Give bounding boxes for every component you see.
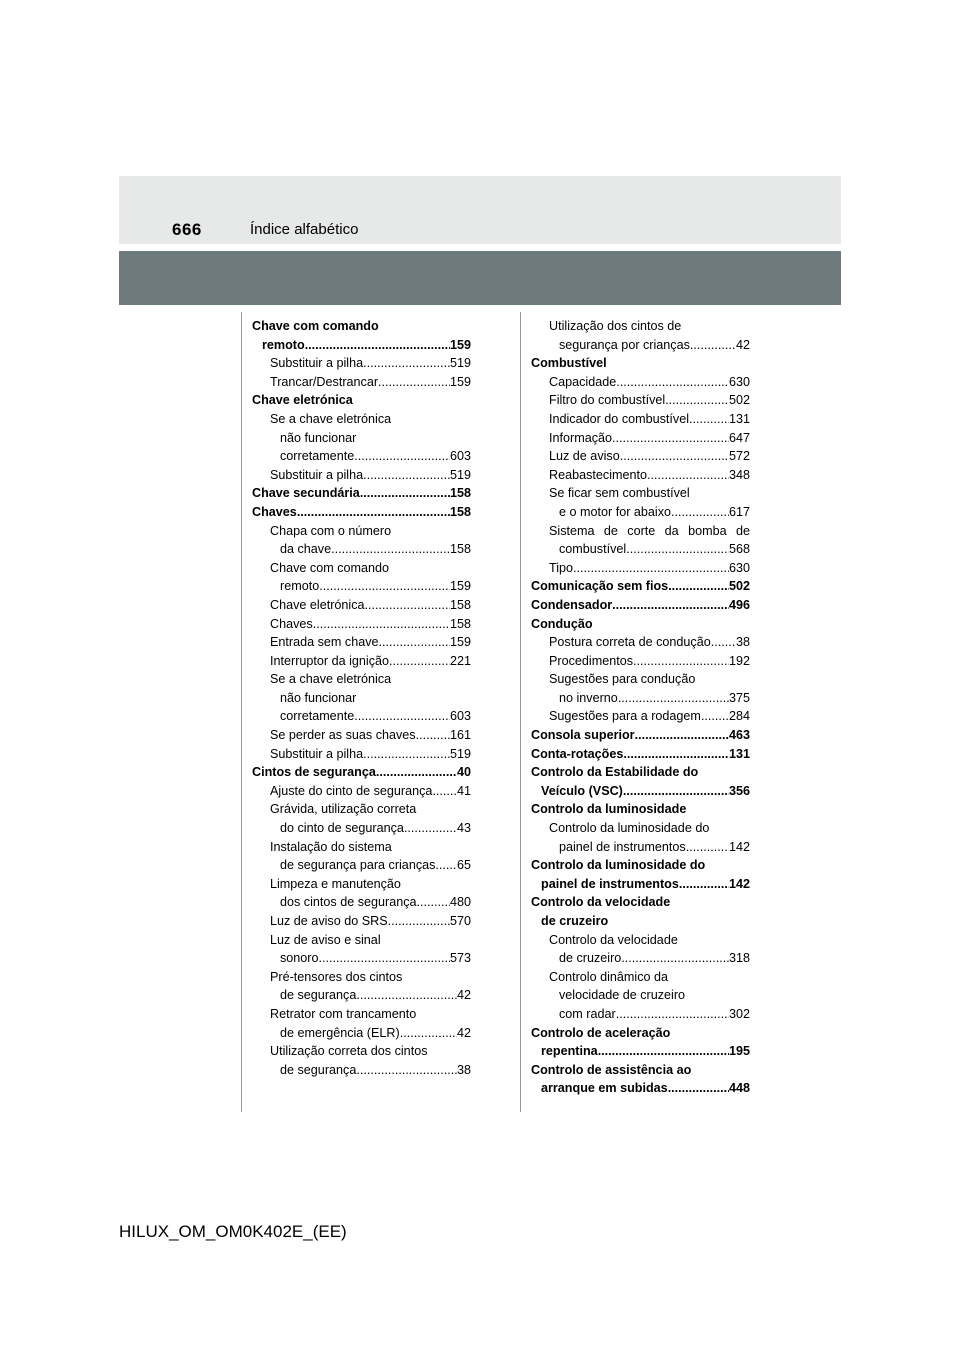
index-entry-text: Retrator com trancamento	[270, 1006, 417, 1021]
index-entry-text: Chave eletrónica	[252, 393, 353, 408]
index-entry	[252, 559, 471, 578]
index-entry	[252, 838, 471, 857]
index-entry-text: de segurança	[280, 988, 357, 1003]
dot-leader	[356, 986, 457, 1005]
index-entry	[531, 577, 750, 596]
index-entry-page: 42	[456, 988, 471, 1003]
dot-leader	[363, 354, 450, 373]
index-entry-text: Controlo da velocidade	[531, 895, 671, 910]
index-entry-text: Informação	[549, 430, 612, 445]
index-entry	[252, 670, 471, 689]
index-entry-text: e o motor for abaixo	[559, 504, 672, 519]
index-entry-text: Chaves	[270, 616, 313, 631]
index-entry	[252, 986, 471, 1005]
dot-leader	[623, 782, 729, 801]
index-entry-page: 519	[449, 467, 471, 482]
index-entry	[531, 1061, 750, 1080]
index-entry	[252, 540, 471, 559]
dot-leader	[686, 838, 729, 857]
index-entry-text: Utilização correta dos cintos	[270, 1044, 428, 1059]
index-entry	[252, 968, 471, 987]
index-entry-text: Pré-tensores dos cintos	[270, 969, 403, 984]
index-entry	[252, 336, 471, 355]
index-entry-page: 448	[728, 1081, 750, 1096]
index-entry	[252, 856, 471, 875]
index-entry	[252, 577, 471, 596]
index-entry-text: Limpeza e manutenção	[270, 876, 401, 891]
index-entry-text: Postura correta de condução	[549, 635, 711, 650]
index-entry-text: Controlo dinâmico da	[549, 969, 669, 984]
index-entry	[252, 633, 471, 652]
dot-leader	[612, 429, 729, 448]
index-entry	[531, 689, 750, 708]
index-entry-text: Substituir a pilha	[270, 467, 364, 482]
index-entry	[531, 800, 750, 819]
index-entry-page: 480	[449, 895, 471, 910]
dot-leader	[313, 615, 450, 634]
index-entry	[531, 373, 750, 392]
index-entry-page: 158	[449, 504, 471, 519]
index-entry	[531, 912, 750, 931]
column-divider-middle	[520, 312, 521, 1112]
index-entry-text: Controlo da velocidade	[549, 932, 678, 947]
index-entry-text: corretamente	[280, 449, 355, 464]
index-entry-page: 131	[728, 746, 750, 761]
index-entry-text: Chaves	[252, 504, 297, 519]
index-entry	[252, 745, 471, 764]
index-entry	[531, 466, 750, 485]
index-entry-page: 158	[449, 542, 471, 557]
dot-leader	[319, 577, 450, 596]
index-entry-page: 573	[449, 951, 471, 966]
index-entry-page: 42	[456, 1025, 471, 1040]
dot-leader	[378, 373, 450, 392]
index-entry-text: segurança por crianças	[559, 337, 690, 352]
index-entry-page: 161	[449, 728, 471, 743]
index-entry-text: Ajuste do cinto de segurança	[270, 783, 433, 798]
index-entry-text: de cruzeiro	[559, 951, 622, 966]
index-entry-text: Comunicação sem fios	[531, 579, 669, 594]
index-entry	[252, 373, 471, 392]
dot-leader	[690, 336, 736, 355]
index-entry-text: Controlo da luminosidade do	[531, 858, 706, 873]
index-entry-text: Substituir a pilha	[270, 746, 364, 761]
index-column-left	[252, 317, 471, 1079]
index-entry	[531, 1079, 750, 1098]
index-entry	[252, 354, 471, 373]
dot-leader	[319, 949, 450, 968]
index-entry-page: 40	[456, 765, 471, 780]
dot-leader	[363, 466, 450, 485]
dot-leader	[435, 856, 457, 875]
index-entry-text: da chave	[280, 542, 332, 557]
index-entry	[531, 522, 750, 541]
dot-leader	[598, 1042, 729, 1061]
dot-leader	[400, 1024, 457, 1043]
index-entry-text: dos cintos de segurança	[280, 895, 417, 910]
index-entry-page: 158	[449, 486, 471, 501]
index-entry-text: Grávida, utilização correta	[270, 802, 417, 817]
index-entry-text: Filtro do combustível	[549, 393, 666, 408]
index-entry-text: Controlo da luminosidade	[531, 802, 687, 817]
dot-leader	[573, 559, 729, 578]
index-entry-page: 159	[449, 337, 471, 352]
index-entry-text: Reabastecimento	[549, 467, 648, 482]
dot-leader	[671, 503, 729, 522]
index-entry-text: Se ficar sem combustível	[549, 486, 690, 501]
index-entry	[252, 391, 471, 410]
dot-leader	[376, 763, 457, 782]
dot-leader	[679, 875, 729, 894]
index-entry-text: Condução	[531, 616, 593, 631]
index-entry	[252, 466, 471, 485]
index-entry	[252, 893, 471, 912]
index-entry-text: Se a chave eletrónica	[270, 672, 392, 687]
index-entry-page: 463	[728, 728, 750, 743]
index-entry-text: não funcionar	[280, 430, 357, 445]
dot-leader	[389, 652, 450, 671]
index-entry-page: 502	[728, 579, 750, 594]
index-entry-text: painel de instrumentos	[559, 839, 686, 854]
index-entry-page: 38	[735, 635, 750, 650]
index-entry	[531, 856, 750, 875]
dot-leader	[635, 726, 729, 745]
index-entry	[531, 354, 750, 373]
dot-leader	[633, 652, 729, 671]
index-entry	[252, 503, 471, 522]
index-entry	[531, 893, 750, 912]
index-entry-text: Substituir a pilha	[270, 356, 364, 371]
index-entry-text: arranque em subidas	[541, 1081, 668, 1096]
dot-leader	[665, 391, 729, 410]
dot-leader	[305, 336, 450, 355]
index-entry	[252, 800, 471, 819]
index-entry	[531, 391, 750, 410]
index-entry-text: remoto	[280, 579, 320, 594]
index-entry-text: de segurança para crianças	[280, 858, 436, 873]
dot-leader	[668, 577, 729, 596]
index-entry-page: 284	[728, 709, 750, 724]
index-entry	[531, 875, 750, 894]
column-divider-left	[241, 312, 242, 1112]
index-column-right	[531, 317, 750, 1098]
index-entry-page: 159	[449, 579, 471, 594]
index-entry-text: painel de instrumentos	[541, 876, 679, 891]
dot-leader	[432, 782, 457, 801]
index-entry-text: Controlo de aceleração	[531, 1025, 671, 1040]
index-entry-text: remoto	[262, 337, 305, 352]
index-entry-page: 192	[728, 653, 750, 668]
index-entry-text: Entrada sem chave	[270, 635, 379, 650]
index-entry-page: 142	[728, 839, 750, 854]
index-entry	[252, 596, 471, 615]
document-code: HILUX_OM_OM0K402E_(EE)	[119, 1222, 347, 1241]
index-entry-page: 158	[449, 597, 471, 612]
index-entry-text: Se perder as suas chaves	[270, 728, 416, 743]
index-entry	[252, 447, 471, 466]
index-entry-text: de cruzeiro	[541, 914, 609, 928]
index-entry-text: Utilização dos cintos de	[549, 319, 682, 333]
index-entry	[531, 484, 750, 503]
index-entry-text: Chave com comando	[252, 319, 379, 333]
index-entry-page: 348	[728, 467, 750, 482]
index-entry	[531, 949, 750, 968]
index-entry	[531, 429, 750, 448]
index-entry-text: Condensador	[531, 597, 613, 612]
index-entry-text: Indicador do combustível	[549, 411, 690, 426]
index-entry-text: Veículo (VSC)	[541, 783, 623, 798]
index-entry-page: 131	[728, 411, 750, 426]
dot-leader	[620, 447, 729, 466]
index-entry-text: velocidade de cruzeiro	[559, 988, 686, 1003]
index-entry-text: Luz de aviso	[549, 449, 620, 464]
index-entry-page: 603	[449, 709, 471, 724]
index-entry	[531, 763, 750, 782]
index-entry-text: de emergência (ELR)	[280, 1025, 400, 1040]
index-entry-page: 158	[449, 616, 471, 631]
index-entry-text: Procedimentos	[549, 653, 633, 668]
index-entry	[531, 615, 750, 634]
index-entry-page: 570	[449, 914, 471, 928]
index-entry	[531, 782, 750, 801]
dot-leader	[621, 949, 729, 968]
index-entry-text: Controlo da luminosidade do	[549, 821, 710, 836]
index-entry-page: 375	[728, 690, 750, 705]
index-entry	[531, 447, 750, 466]
index-entry-text: Trancar/Destrancar	[270, 374, 379, 389]
page-number: 666	[172, 220, 202, 239]
index-entry-page: 38	[456, 1062, 471, 1077]
index-entry-text: Chapa com o número	[270, 523, 392, 538]
index-entry	[531, 317, 750, 336]
index-entry	[252, 615, 471, 634]
index-entry	[531, 726, 750, 745]
index-entry	[252, 707, 471, 726]
index-entry-text: do cinto de segurança	[280, 821, 404, 836]
dot-leader	[416, 726, 450, 745]
index-entry-page: 195	[728, 1044, 750, 1059]
index-entry	[531, 540, 750, 559]
dot-leader	[647, 466, 729, 485]
index-entry-text: no inverno	[559, 690, 618, 705]
index-entry	[531, 336, 750, 355]
dot-leader	[365, 596, 450, 615]
index-entry	[531, 670, 750, 689]
dot-leader	[354, 707, 450, 726]
index-entry-text: Luz de aviso do SRS	[270, 914, 388, 928]
index-entry	[531, 707, 750, 726]
dot-leader	[363, 745, 450, 764]
index-entry	[252, 317, 471, 336]
dot-leader	[711, 633, 736, 652]
index-entry-page: 617	[728, 504, 750, 519]
index-entry-text: Luz de aviso e sinal	[270, 932, 381, 947]
index-entry-page: 572	[728, 449, 750, 464]
index-entry-page: 630	[728, 560, 750, 575]
index-entry	[531, 410, 750, 429]
index-entry-page: 142	[728, 876, 750, 891]
index-entry	[252, 875, 471, 894]
dot-leader	[354, 447, 450, 466]
dot-leader	[417, 893, 450, 912]
dot-leader	[668, 1079, 729, 1098]
dot-leader	[616, 373, 729, 392]
index-entry-page: 519	[449, 746, 471, 761]
index-entry-text: com radar	[559, 1006, 616, 1021]
index-entry	[531, 1024, 750, 1043]
index-entry	[252, 949, 471, 968]
index-entry	[252, 1005, 471, 1024]
index-entry-text: Chave com comando	[270, 560, 390, 575]
index-entry-text: Interruptor da ignição	[270, 653, 390, 668]
index-entry-text: combustível	[559, 542, 627, 557]
index-entry-text: Se a chave eletrónica	[270, 411, 392, 426]
index-entry	[252, 819, 471, 838]
index-entry-text: Tipo	[549, 560, 574, 575]
dot-leader	[689, 410, 729, 429]
index-entry-text: repentina	[541, 1044, 598, 1059]
index-entry-page: 318	[728, 951, 750, 966]
index-entry-page: 221	[449, 653, 471, 668]
index-entry	[252, 522, 471, 541]
header-top-bar	[119, 176, 841, 244]
dot-leader	[618, 689, 729, 708]
index-entry	[252, 763, 471, 782]
index-entry-page: 42	[735, 337, 750, 352]
index-entry-page: 496	[728, 597, 750, 612]
dot-leader	[379, 633, 450, 652]
index-entry-page: 302	[728, 1006, 750, 1021]
index-entry	[252, 931, 471, 950]
index-entry	[531, 986, 750, 1005]
dot-leader	[616, 1005, 729, 1024]
index-entry-text: Sistema de corte da bomba de	[549, 523, 750, 538]
index-entry-page: 159	[449, 374, 471, 389]
index-entry-text: sonoro	[280, 951, 319, 966]
index-entry-text: Sugestões para a rodagem	[549, 709, 701, 724]
index-entry-text: de segurança	[280, 1062, 357, 1077]
index-entry	[252, 1042, 471, 1061]
index-entry	[531, 838, 750, 857]
index-entry-text: não funcionar	[280, 690, 357, 705]
index-entry	[252, 912, 471, 931]
index-entry-text: Chave secundária	[252, 486, 360, 501]
index-entry	[531, 819, 750, 838]
section-title: Índice alfabético	[250, 221, 359, 238]
dot-leader	[297, 503, 450, 522]
index-entry-page: 647	[728, 430, 750, 445]
index-entry	[531, 968, 750, 987]
index-entry-page: 568	[728, 542, 750, 557]
index-entry-page: 502	[728, 393, 750, 408]
index-entry-text: Controlo da Estabilidade do	[531, 765, 699, 780]
index-entry	[252, 782, 471, 801]
index-entry-page: 630	[728, 374, 750, 389]
index-entry-text: Combustível	[531, 356, 607, 371]
index-entry	[252, 484, 471, 503]
index-entry	[531, 745, 750, 764]
index-entry-page: 519	[449, 356, 471, 371]
dot-leader	[356, 1061, 457, 1080]
index-entry	[531, 503, 750, 522]
index-entry	[252, 1024, 471, 1043]
index-entry-text: Cintos de segurança	[252, 765, 376, 780]
dot-leader	[626, 540, 729, 559]
index-entry-page: 41	[456, 783, 471, 798]
index-entry-page: 65	[456, 858, 471, 873]
index-entry-text: corretamente	[280, 709, 355, 724]
index-entry	[531, 633, 750, 652]
index-entry	[531, 1005, 750, 1024]
dot-leader	[360, 484, 450, 503]
index-entry-page: 603	[449, 449, 471, 464]
index-entry-text: Chave eletrónica	[270, 597, 365, 612]
dot-leader	[331, 540, 450, 559]
index-entry	[531, 596, 750, 615]
index-entry	[252, 429, 471, 448]
header-band	[119, 251, 841, 305]
index-entry	[252, 726, 471, 745]
index-entry-page: 356	[728, 783, 750, 798]
index-entry	[252, 689, 471, 708]
dot-leader	[623, 745, 729, 764]
index-entry-page: 43	[456, 821, 471, 836]
index-entry	[531, 931, 750, 950]
dot-leader	[404, 819, 457, 838]
index-entry-text: Conta-rotações	[531, 746, 624, 761]
index-entry	[531, 1042, 750, 1061]
index-entry-text: Capacidade	[549, 374, 617, 389]
dot-leader	[701, 707, 729, 726]
index-entry	[531, 559, 750, 578]
index-entry	[252, 410, 471, 429]
index-entry-page: 159	[449, 635, 471, 650]
dot-leader	[612, 596, 729, 615]
dot-leader	[388, 912, 450, 931]
index-entry	[252, 1061, 471, 1080]
index-entry-text: Consola superior	[531, 728, 635, 743]
index-entry	[252, 652, 471, 671]
index-entry-text: Sugestões para condução	[549, 672, 696, 687]
index-entry	[531, 652, 750, 671]
index-entry-text: Instalação do sistema	[270, 839, 392, 854]
index-entry-text: Controlo de assistência ao	[531, 1062, 692, 1077]
